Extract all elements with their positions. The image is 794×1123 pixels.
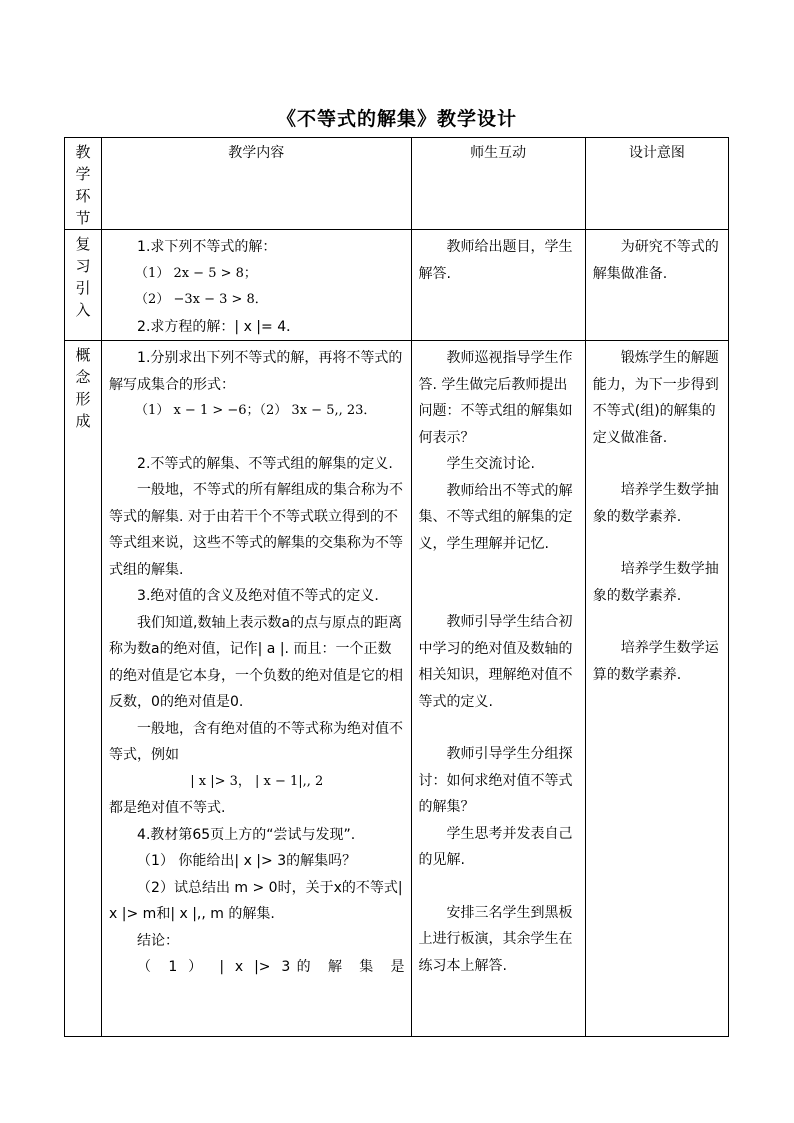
header-content: 教学内容 xyxy=(102,138,411,230)
interaction-concept: 教师巡视指导学生作答. 学生做完后教师提出问题：不等式组的解集如何表示？ 学生交流讨论. 教师给出不等式的解集、不等式组的解集的定义，学生理解并记忆. 教师引导学生结合初中学习的绝对值及数轴的相关知识，理解绝对值不等式的定义. 教师引导学生分组探讨：如何求绝对值不等式的解集？ 学生思考并发表自己的见解. 安排三名学生到黑板上进行板演，其余学生在练习本上解答. xyxy=(411,341,585,1037)
stage-concept: 概 念 形 成 xyxy=(65,341,102,1037)
header-stage: 教 学 环 节 xyxy=(65,138,102,230)
content-review: 1.求下列不等式的解： （1） 2x − 5 > 8； （2） −3x − 3 > 8． 2.求方程的解：| x |= 4． xyxy=(102,230,411,341)
stage-review: 复 习 引 入 xyxy=(65,230,102,341)
table-row-review xyxy=(65,230,729,341)
header-interaction: 师生互动 xyxy=(411,138,585,230)
interaction-review: 教师给出题目，学生解答. xyxy=(411,230,585,341)
lesson-plan-table xyxy=(64,137,729,1037)
intent-concept: 锻炼学生的解题能力，为下一步得到不等式(组)的解集的定义做准备. 培养学生数学抽象的数学素养. 培养学生数学抽象的数学素养. 培养学生数学运算的数学素养. xyxy=(585,341,728,1037)
table-row-concept xyxy=(65,341,729,1037)
header-intent: 设计意图 xyxy=(585,138,728,230)
intent-review: 为研究不等式的解集做准备. xyxy=(585,230,728,341)
document-title: 《不等式的解集》教学设计 xyxy=(276,108,517,130)
content-concept: 1.分别求出下列不等式的解，再将不等式的解写成集合的形式： （1） x − 1 > −6；（2） 3x − 5,, 23． 2.不等式的解集、不等式组的解集的定义. 一般地，不等式的所有解组成的集合称为不等式的解集. 对于由若干个不等式联立得到的不等式组来说，这些不等式的解集的交集称为不等式组的解集. 3.绝对值的含义及绝对值不等式的定义. 我们知道,数轴上表示数a的点与原点的距离称为数a的绝对值，记作| a |. 而且：一个正数的绝对值是它本身，一个负数的绝对值是它的相反数，0的绝对值是0. 一般地，含有绝对值的不等式称为绝对值不等式，例如 | x |> 3， | x − 1|,, 2 都是绝对值不等式. 4.教材第65页上方的“尝试与发现”. （1） 你能给出| x |> 3的解集吗？ （2）试总结出 m > 0时，关于x的不等式| x |> m和| x |,, m 的解集. 结论： （ 1 ） | x |> 3的 解 集 是 xyxy=(102,341,411,1037)
table-header-row xyxy=(65,138,729,230)
